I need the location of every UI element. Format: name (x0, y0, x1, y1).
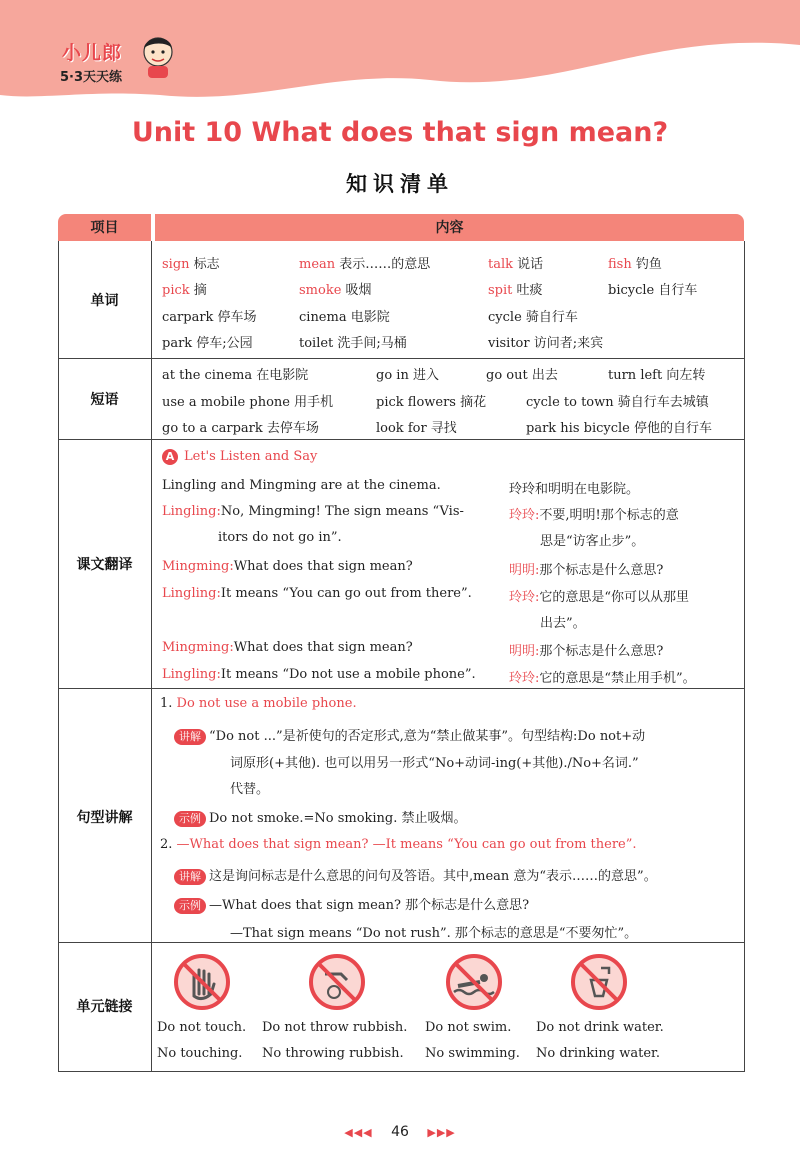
sign-caption: No touching. (157, 1046, 243, 1061)
dialogue-cn-cont: 出去”。 (540, 616, 586, 631)
dialogue-en-cont: itors do not go in”. (218, 530, 342, 545)
vocab-word: visitor 访问者;来宾 (488, 336, 604, 351)
text: 1. (160, 696, 173, 711)
example-badge: 示例 (174, 811, 206, 827)
grammar-item-1 (160, 696, 357, 711)
grammar-example-1 (174, 807, 467, 827)
grammar-explain-1 (174, 725, 645, 745)
grammar-label: 句型讲解 (76, 810, 133, 826)
vocab-word: cycle 骑自行车 (488, 310, 578, 325)
text: It means “Do not use a mobile phone”. (220, 667, 476, 682)
text: It means “You can go out from there”. (220, 586, 472, 601)
phrase: park his bicycle 停他的自行车 (526, 421, 712, 436)
next-arrows-icon[interactable]: ▶▶▶ (427, 1126, 456, 1139)
grammar-example-2-cont: —That sign means “Do not rush”. 那个标志的意思是“不要匆忙”。 (230, 926, 638, 941)
text: 这是询问标志是什么意思的问句及答语。其中,mean 意为“表示……的意思”。 (209, 869, 657, 884)
pagination (0, 1124, 800, 1140)
text: sign (162, 257, 190, 272)
no-drinking-icon (569, 952, 629, 1012)
header-content: 内容 (155, 214, 744, 241)
text: 表示……的意思 (339, 257, 431, 272)
vocab-word: bicycle 自行车 (608, 283, 698, 298)
grammar-explain-1-cont: 词原形(+其他). 也可以用另一形式“No+动词-ing(+其他)./No+名词.” (230, 756, 639, 771)
text: 摘 (193, 283, 207, 298)
header-item: 项目 (58, 214, 151, 241)
text: smoke (299, 283, 342, 298)
text: 钓鱼 (635, 257, 662, 272)
dialogue-en: Lingling and Mingming are at the cinema. (162, 478, 441, 493)
dialogue-cn (509, 667, 696, 686)
text: 它的意思是“禁止用手机”。 (539, 671, 696, 686)
dialogue-cn-cont: 思是“访客止步”。 (540, 534, 645, 549)
sign-caption: Do not drink water. (536, 1020, 664, 1035)
text: 2. (160, 837, 173, 852)
vocab-word: park 停车;公园 (162, 336, 253, 351)
text: Mingming: (162, 640, 234, 655)
phrase: turn left 向左转 (608, 368, 706, 383)
dialogue-en (162, 586, 472, 601)
text: —What does that sign mean? —It means “You can go out from there”. (176, 837, 637, 852)
vocab-word (299, 279, 372, 298)
dialogue-cn (509, 586, 689, 605)
phrase: go in 进入 (376, 368, 439, 383)
text: spit (488, 283, 513, 298)
explain-badge: 讲解 (174, 869, 206, 885)
mascot-icon (138, 32, 178, 80)
section-heading (162, 449, 317, 465)
text: What does that sign mean? (233, 559, 413, 574)
text: 标志 (193, 257, 220, 272)
text: 玲玲: (509, 508, 540, 523)
text: 不要,明明!那个标志的意 (539, 508, 679, 523)
text: Lingling: (162, 504, 221, 519)
text: talk (488, 257, 514, 272)
text: —What does that sign mean? 那个标志是什么意思? (209, 898, 530, 913)
no-swimming-icon (444, 952, 504, 1012)
text: fish (608, 257, 632, 272)
row-divider (58, 942, 744, 943)
vocab-word: cinema 电影院 (299, 310, 390, 325)
grammar-explain-2 (174, 865, 657, 885)
section-a-badge: A (162, 449, 178, 465)
row-divider (58, 358, 744, 359)
text: 说话 (517, 257, 544, 272)
vocab-label: 单词 (90, 293, 119, 309)
text: 吸烟 (345, 283, 372, 298)
vocab-word (608, 253, 662, 272)
text: “Do not ...”是祈使句的否定形式,意为“禁止做某事”。句型结构:Do not+动 (209, 729, 646, 744)
text: Lingling: (162, 586, 221, 601)
text: 明明: (509, 644, 540, 659)
text: 它的意思是“你可以从那里 (539, 590, 690, 605)
prev-arrows-icon[interactable]: ◀◀◀ (344, 1126, 373, 1139)
dialogue-en (162, 667, 476, 682)
phrase: at the cinema 在电影院 (162, 368, 309, 383)
text: 玲玲: (509, 671, 540, 686)
page-subtitle: 知识清单 (346, 172, 454, 196)
vocab-word: toilet 洗手间;马桶 (299, 336, 407, 351)
no-littering-icon (307, 952, 367, 1012)
text: Do not use a mobile phone. (176, 696, 357, 711)
text: 那个标志是什么意思? (539, 644, 664, 659)
phrase: go out 出去 (486, 368, 558, 383)
phrase: pick flowers 摘花 (376, 395, 487, 410)
logo-subtext: 5·3天天练 (60, 70, 123, 85)
sign-caption: No drinking water. (536, 1046, 660, 1061)
sign-caption: Do not swim. (425, 1020, 512, 1035)
text: No, Mingming! The sign means “Vis- (220, 504, 464, 519)
dialogue-cn: 玲玲和明明在电影院。 (509, 482, 640, 497)
text: 吐痰 (516, 283, 543, 298)
phrases-label: 短语 (90, 392, 119, 408)
phrase: go to a carpark 去停车场 (162, 421, 319, 436)
grammar-item-2 (160, 837, 637, 852)
dialogue-en (162, 559, 413, 574)
row-divider (58, 688, 744, 689)
dialogue-cn (509, 559, 663, 578)
column-divider (151, 241, 152, 1071)
dialogue-en (162, 640, 413, 655)
logo-text: 小儿郎 (62, 42, 123, 64)
dialogue-cn (509, 504, 679, 523)
vocab-word (162, 253, 220, 272)
sign-caption: No swimming. (425, 1046, 520, 1061)
text: Let's Listen and Say (184, 449, 318, 464)
dialogue-en (162, 504, 464, 519)
sign-caption: Do not touch. (157, 1020, 247, 1035)
explain-badge: 讲解 (174, 729, 206, 745)
text: Mingming: (162, 559, 234, 574)
text: Do not smoke.=No smoking. 禁止吸烟。 (209, 811, 467, 826)
row-divider (58, 439, 744, 440)
text: What does that sign mean? (233, 640, 413, 655)
vocab-word (162, 279, 207, 298)
text: mean (299, 257, 336, 272)
page-title: Unit 10 What does that sign mean? (131, 117, 669, 148)
vocab-word (488, 253, 543, 272)
dialogue-cn (509, 640, 663, 659)
vocab-word: carpark 停车场 (162, 310, 257, 325)
no-touch-icon (172, 952, 232, 1012)
example-badge: 示例 (174, 898, 206, 914)
vocab-word (299, 253, 430, 272)
text: 玲玲: (509, 590, 540, 605)
grammar-explain-1-cont: 代替。 (230, 782, 270, 797)
text: pick (162, 283, 190, 298)
text: 明明: (509, 563, 540, 578)
text: Lingling: (162, 667, 221, 682)
text: 那个标志是什么意思? (539, 563, 664, 578)
phrase: cycle to town 骑自行车去城镇 (526, 395, 709, 410)
translation-label: 课文翻译 (76, 557, 133, 573)
phrase: look for 寻找 (376, 421, 457, 436)
unit-link-label: 单元链接 (76, 999, 133, 1015)
grammar-example-2 (174, 894, 529, 914)
vocab-word (488, 279, 543, 298)
phrase: use a mobile phone 用手机 (162, 395, 334, 410)
page-number: 46 (391, 1124, 409, 1140)
sign-caption: No throwing rubbish. (262, 1046, 404, 1061)
sign-caption: Do not throw rubbish. (262, 1020, 408, 1035)
